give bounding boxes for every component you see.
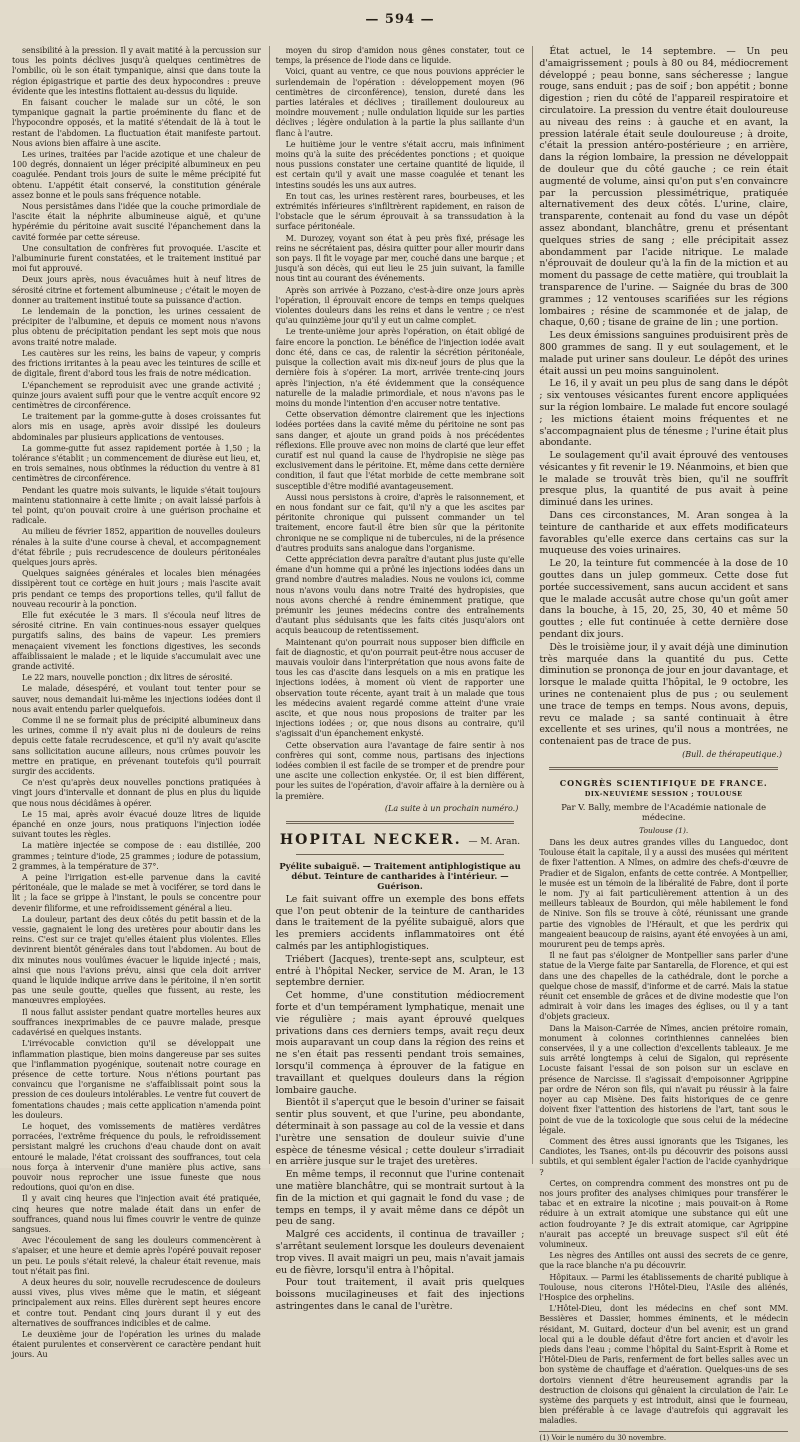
- article-author: Par V. Bally, membre de l'Académie nationale de médecine.: [561, 802, 767, 823]
- case-paragraph: Pour tout traitement, il avait pris quelques boissons mucilagineuses et fait des injections astringentes dans le canal de l'urètre.: [275, 1277, 525, 1312]
- columns: [12, 46, 789, 1442]
- article-paragraph: Il y avait cinq heures que l'injection avait été pratiquée, cinq heures que notre malade était dans un enfer de souffrances, quand nous lui fîmes couvrir le ventre de quinze sangsues.: [12, 1194, 261, 1234]
- page-number: — 594 —: [365, 12, 435, 27]
- article-paragraph: Deux jours après, nous évacuâmes huit à neuf litres de sérosité citrine et fortement albumineuse ; c'était le moyen de donner au traitement institué toute sa puissance d'action.: [12, 275, 261, 305]
- case-paragraph: Malgré ces accidents, il continua de travailler ; s'arrêtant seulement lorsque les douleurs devenaient trop vives. Il avait maigri un peu, mais n'avait jamais eu de fièvre, lorsqu'il entra à l'hôpital.: [275, 1229, 525, 1276]
- article-paragraph: L'épanchement se reproduisit avec une grande activité ; quinze jours avaient suffi pour que le ventre acquît encore 92 centimètres de circonférence.: [12, 380, 261, 410]
- column-2: [269, 46, 525, 1312]
- hospital-heading: [276, 832, 525, 848]
- section-divider: [549, 767, 778, 770]
- case-paragraph: Le fait suivant offre un exemple des bons effets que l'on peut obtenir de la teinture de cantharides dans le traitement de la pyélite subaiguë, alors que les premiers accidents inflammatoires ont été calmés par les antiphlogistiques.: [275, 893, 525, 953]
- article-paragraph: Quelques saignées générales et locales bien ménagées dissipèrent tout ce cortège en huit jours ; mais l'ascite avait pris pendant ce temps des proportions telles, qu'il fallut de nouveau recourir à la ponction.: [12, 569, 261, 609]
- article-paragraph: Dans les deux autres grandes villes du Languedoc, dont Toulouse était la capitale, il y a aussi des musées qui méritent de fixer l'attention. A Nîmes, on admire des chefs-d'œuvre de Pradier et de Sigalon, enfants de cette contrée. A Montpellier, le musée est un témoin de la libéralité de Fabre, dont il porte le nom. J'y ai fait particulièrement attention à un des meilleurs tableaux de Bourdon, qui mêle habilement le fond de Ninive. Son fils se trouve à côté, réunissant une grande partie des vignobles de l'Hérault, et que les perdrix qui mangeaient beaucoup de raisins, ayant été envoyées à un ami, moururent peu de temps après.: [539, 838, 789, 950]
- hospital-title: HOPITAL NECKER.: [279, 831, 462, 848]
- case-title: Pyélite subaiguë. — Traitement antiphlogistique au début. Teinture de cantharides à l'intérieur. — Guérison.: [279, 860, 521, 891]
- article-paragraph: Cette observation aura l'avantage de faire sentir à nos confrères qui sont, comme nous, partisans des injections iodées combien il est facile de se tromper et de prendre pour une ascite une collection enkystée. Or, il est bien différent, pour les suites de l'opération, d'avoir affaire à la dernière ou à la première.: [275, 740, 525, 801]
- section-divider: [286, 821, 515, 824]
- case-paragraph: Dès le troisième jour, il y avait déjà une diminution très marquée dans la quantité du pus. Cette diminution se prononça de jour en jour davantage, et lorsque le malade quitta l'hôpital, le 9 octobre, les urines ne contenaient plus de pus ; ou seulement une trace de temps en temps. Nous avons, depuis, revu ce malade ; sa santé continuait à être excellente et ses urines, qu'il nous a montrées, ne contenaient pas de trace de pus.: [539, 641, 789, 748]
- article-paragraph: sensibilité à la pression. Il y avait matité à la percussion sur tous les points déclives jusqu'à quelques centimètres de l'ombilic, où le son était tympanique, ainsi que dans toute la région épigastrique et partie des deux hypocondres : preuve évidente que les intestins flottaient au-dessus du liquide.: [12, 46, 261, 96]
- article-location: Toulouse (1).: [639, 826, 689, 836]
- case-paragraph: Le soulagement qu'il avait éprouvé des ventouses vésicantes y fit revenir le 19. Néanmoins, et bien que le malade se trouvât très bien, qu'il ne souffrît presque plus, la quantité de pus avait à peine diminué dans les urines.: [539, 450, 789, 509]
- column-3: [532, 46, 789, 1442]
- hospital-doctor: — M. Aran.: [468, 836, 521, 847]
- case-paragraph: Triébert (Jacques), trente-sept ans, sculpteur, est entré à l'hôpital Necker, service de M. Aran, le 13 septembre dernier.: [275, 953, 525, 989]
- article-paragraph: La matière injectée se compose de : eau distillée, 200 grammes ; teinture d'iode, 25 grammes ; iodure de potassium, 2 grammes, à la température de 37°.: [12, 841, 261, 871]
- article-paragraph: La gomme-gutte fut assez rapidement portée à 1,50 ; la tolérance s'établit ; un commencement de diurèse eut lieu, et, en trois semaines, nous obtînmes la réduction du ventre à 81 centimètres de circonférence.: [12, 443, 261, 484]
- article-paragraph: Aussi nous persistons à croire, d'après le raisonnement, et en nous fondant sur ce fait, qu'il n'y a que les ascites par péritonite chronique qui puissent commander un tel traitement, encore faut-il être bien sûr que la péritonite chronique ne se complique ni de tubercules, ni de la présence d'autres produits sans analogue dans l'organisme.: [275, 492, 525, 553]
- continuation-note: (La suite à un prochain numéro.): [384, 803, 519, 813]
- article-paragraph: Cette observation démontre clairement que les injections iodées portées dans la cavité même du péritoine ne sont pas sans danger, et ajoute un grand poids à nos précédentes réflexions. Elle prouve avec non moins de clarté que leur effet curatif est nul quand la cause de l'hydropisie ne siège pas exclusivement dans le péritoine. Et, même dans cette dernière condition, il faut que l'état morbide de cette membrane soit susceptible d'être modifié avantageusement.: [275, 410, 525, 491]
- article-paragraph: A peine l'irrigation est-elle parvenue dans la cavité péritonéale, que le malade se met à vociférer, se tord dans le lit ; la face se grippe à l'instant, le pouls se concentre pour devenir filiforme, et une refroidissement général a lieu.: [12, 873, 261, 913]
- article-paragraph: Dans la Maison-Carrée de Nîmes, ancien prétoire romain, monument à colonnes corinthiennes cannelées bien conservées, il y a une collection d'excellents tableaux. Je me suis arrêté longtemps à celui de Sigalon, qui représente Locuste faisant l'essai de son poison sur un esclave en présence de Narcisse. Il s'agissait d'empoisonner Agrippine par ordre de Néron son fils, qui n'avait pu réussir à la faire noyer au cap Misène. Des faits historiques de ce genre doivent fixer l'attention des historiens de l'art, tant sous le point de vue de la toxicologie que sous celui de la médecine légale.: [539, 1023, 789, 1135]
- footnote: (1) Voir le numéro du 30 novembre.: [539, 1431, 788, 1442]
- article-paragraph: Il nous fallut assister pendant quatre mortelles heures aux souffrances inexprimables de ce pauvre malade, presque cadavérisé en quelques instants.: [12, 1007, 261, 1038]
- case-paragraph: État actuel, le 14 septembre. — Un peu d'amaigrissement ; pouls à 80 ou 84, médiocrement développé ; peau bonne, sans sécheresse ; langue rouge, sans enduit ; pas de soif ; bon appétit ; bonne digestion ; rien du côté de l'appareil respiratoire et circulatoire. La pression du ventre était douloureuse au niveau des reins : à gauche et en avant, la pression latérale était seule douloureuse ; à droite, c'était la pression antéro-postérieure ; en arrière, dans la région lombaire, la pression ne développait de douleur que du côté gauche ; ce rein était augmenté de volume, ainsi qu'on put s'en convaincre par la percussion plessimétrique, pratiquée alternativement des deux côtés. L'urine, claire, transparente, contenait au fond du vase un dépôt assez abondant, blanchâtre, grenu et présentant quelques stries de sang ; elle précipitait assez abondamment par l'acide nitrique. Le malade n'éprouvait de douleur qu'à la fin de la miction et au moment du passage de cette matière, qui troublait la transparence de l'urine. — Saignée du bras de 300 grammes ; 12 ventouses scarifiées sur les régions lombaires ; résine de scammonée et de jalap, de chaque, 0,60 ; tisane de graine de lin ; une portion.: [539, 46, 789, 329]
- article-paragraph: Avec l'écoulement de sang les douleurs commencèrent à s'apaiser, et une heure et demie après l'opéré pouvait reposer un peu. Le pouls s'était relevé, la chaleur était revenue, mais tout n'était pas fini.: [12, 1236, 261, 1276]
- article-paragraph: En faisant coucher le malade sur un côté, le son tympanique gagnait la partie proéminente du flanc et de l'hypocondre opposés, et la matité s'étendait de là à tout le restant de l'abdomen. La fluctuation était manifeste partout. Nous avions bien affaire à une ascite.: [12, 98, 261, 148]
- congress-session: DIX-NEUVIÈME SESSION ; TOULOUSE: [584, 790, 743, 799]
- case-paragraph: En même temps, il reconnut que l'urine contenait une matière blanchâtre, qui se montrait surtout à la fin de la miction et qui gagnait le fond du vase ; de temps en temps, il y avait même dans ce dépôt un peu de sang.: [275, 1169, 525, 1228]
- case-paragraph: Le 20, la teinture fut commencée à la dose de 10 gouttes dans un julep gommeux. Cette dose fut portée successivement, sans aucun accident et sans que le malade accusât autre chose qu'un goût amer dans la bouche, à 15, 20, 25, 30, 40 et même 50 gouttes ; elle fut continuée à cette dernière dose pendant dix jours.: [539, 558, 789, 641]
- article-paragraph: moyen du sirop d'amidon nous gênes constater, tout ce temps, la présence de l'iode dans ce liquide.: [275, 46, 525, 66]
- article-paragraph: La douleur, partant des deux côtés du petit bassin et de la vessie, gagnaient le long des uretères pour aboutir dans les reins. C'est sur ce trajet qu'elles étaient plus violentes. Elles devinrent bientôt générales dans tout l'abdomen. Au bout de dix minutes nous voulûmes évacuer le liquide injecté ; mais, ainsi que nous l'avions prévu, ainsi que cela doit arriver quand le liquide indique arrive dans le péritoine, il n'en sortit pas une seule goutte, quelles que fussent, au reste, les manœuvres employées.: [12, 914, 261, 1006]
- article-paragraph: Les urines, traitées par l'acide azotique et une chaleur de 100 degrés, donnaient un léger précipité albumineux en peu coagulée. Pendant trois jours de suite le même précipité fut obtenu. L'appétit était conservé, la constitution générale assez bonne et le pouls sans fréquence notable.: [12, 150, 261, 200]
- heading-rule: [296, 854, 505, 855]
- article-paragraph: Maintenant qu'on pourrait nous supposer bien difficile en fait de diagnostic, et qu'on pourrait peut-être nous accuser de mauvais vouloir dans l'interprétation que nous avons faite de tous les cas d'ascite dans lesquels on a mis en pratique les injections iodées, à moment où vient de rapporter une observation toute récente, ayant trait à un malade que tous les médecins avaient regardé comme atteint d'une vraie ascite, et que nous nous proposions de traiter par les injections iodées ; or, que nous disons au contraire, qu'il s'agissait d'un épanchement enkysté.: [275, 637, 525, 739]
- article-paragraph: Voici, quant au ventre, ce que nous pouvions apprécier le surlendemain de l'opération : développement moyen (96 centimètres de circonférence), tension, dureté dans les parties latérales et déclives ; tiraillement douloureux au moindre mouvement ; nulle ondulation liquide sur les parties déclives ; légère ondulation à la partie la plus saillante d'un flanc à l'autre.: [275, 67, 525, 138]
- article-paragraph: Comme il ne se formait plus de précipité albumineux dans les urines, comme il n'y avait plus ni de douleurs de reins depuis cette fatale recrudescence, et qu'il n'y avait qu'ascite sans sollicitation aucune ailleurs, nous crûmes pouvoir les mettre en pratique, en prévenant toutefois qu'il pourrait surgir des accidents.: [12, 716, 261, 777]
- case-paragraph: Cet homme, d'une constitution médiocrement forte et d'un tempérament lymphatique, menait une vie régulière ; mais ayant éprouvé quelques privations dans ces derniers temps, avait reçu deux mois auparavant un coup dans la région des reins et ne s'en était pas ressenti pendant trois semaines, lorsqu'il commença à éprouver de la fatigue en travaillant et quelques douleurs dans la région lombaire gauche.: [275, 990, 525, 1096]
- article-paragraph: Le trente-unième jour après l'opération, on était obligé de faire encore la ponction. Le bénéfice de l'injection iodée avait donc été, dans ce cas, de ralentir la sécrétion péritonéale, puisque la collection avait mis dix-neuf jours de plus que la dernière fois à s'opérer. La mort, arrivée trente-cinq jours après l'injection, n'a été évidemment que la conséquence naturelle de la maladie primordiale, et nous n'avons pas le moins du monde l'intention d'en accuser notre tentative.: [275, 327, 525, 408]
- article-paragraph: Le 22 mars, nouvelle ponction ; dix litres de sérosité.: [22, 673, 233, 683]
- article-paragraph: Après son arrivée à Pozzano, c'est-à-dire onze jours après l'opération, il éprouvait encore de temps en temps quelques violentes douleurs dans les reins et dans le ventre ; ce n'est qu'au quinzième jour qu'il y eut un calme complet.: [275, 285, 525, 326]
- article-paragraph: L'irrévocable conviction qu'il se développait une inflammation plastique, bien moins dangereuse par ses suites que l'inflammation pyogénique, soutenait notre courage en présence de cette torture. Nous n'étions pourtant pas convaincu que l'organisme ne s'affaiblissait point sous la pression de ces douleurs intolérables. Le ventre fut couvert de fomentations chaudes ; mais cette application n'amenda point les douleurs.: [12, 1039, 261, 1120]
- article-paragraph: Les cautères sur les reins, les bains de vapeur, y compris des frictions irritantes à la peau avec les teintures de scille et de digitale, firent d'abord tous les frais de notre médication.: [12, 348, 261, 379]
- source-citation: (Bull. de thérapeutique.): [682, 750, 783, 760]
- article-paragraph: Une consultation de confrères fut provoquée. L'ascite et l'albuminurie furent constatées, et le traitement institué par moi fut approuvé.: [12, 243, 261, 274]
- article-paragraph: Le 15 mai, après avoir évacué douze litres de liquide épanché en onze jours, nous pratiquons l'injection iodée suivant toutes les règles.: [12, 809, 261, 840]
- article-paragraph: Nous persistâmes dans l'idée que la couche primordiale de l'ascite était la néphrite albumineuse aiguë, et qu'une hypérémie du péritoine avait suscité l'épanchement dans la cavité formée par cette séreuse.: [12, 202, 261, 242]
- article-paragraph: L'Hôtel-Dieu, dont les médecins en chef sont MM. Bessières et Dassier, hommes éminents, et le médecin résidant, M. Guitard, docteur d'un bel avenir, est un grand local qui a le double défaut d'être fort ancien et d'avoir les pieds dans l'eau ; comme l'hôpital du Saint-Esprit à Rome et l'Hôtel-Dieu de Paris, renferment de fort belles salles avec un bon système de chauffage et d'aération. Quelques-uns de ses dortoirs viennent d'être heureusement agrandis par la destruction de cloisons qui gênaient la circulation de l'air. Le système des parquets y est introduit, ainsi que le fourneau, bien préférable à ce lavage d'autrefois qui aggravait les maladies.: [539, 1304, 789, 1426]
- article-paragraph: Le malade, désespéré, et voulant tout tenter pour se sauver, nous demandait lui-même les injections iodées dont il nous avait entendu parler quelquefois.: [12, 684, 261, 714]
- article-paragraph: M. Durozey, voyant son état à peu près fixé, présage les reins ne sécrétaient pas, désira quitter pour aller mourir dans son pays. Il fit le voyage par mer, couché dans une barque ; et jusqu'à son décès, qui eut lieu le 25 juin suivant, la famille nous tint au courant des événements.: [275, 233, 525, 284]
- article-paragraph: Le traitement par la gomme-gutte à doses croissantes fut alors mis en usage, après avoir dissipé les douleurs abdominales par plusieurs applications de ventouses.: [12, 412, 261, 442]
- case-paragraph: Bientôt il s'aperçut que le besoin d'uriner se faisait sentir plus souvent, et que l'urine, peu abondante, déterminait à son passage au col de la vessie et dans l'urètre une sensation de douleur suivie d'une espèce de ténesme vésical ; cette douleur s'irradiait en arrière jusque sur le trajet des uretères.: [275, 1097, 525, 1168]
- case-paragraph: Dans ces circonstances, M. Aran songea à la teinture de cantharide et aux effets modificateurs favorables qu'elle exerce dans certains cas sur la muqueuse des voies urinaires.: [539, 510, 789, 557]
- article-paragraph: En tout cas, les urines restèrent rares, bourbeuses, et les extrémités inférieures s'infiltrèrent rapidement, en raison de l'obstacle que le sérum éprouvait à sa transsudation à la surface péritonéale.: [275, 191, 525, 232]
- article-paragraph: Le hoquet, des vomissements de matières verdâtres porracées, l'extrême fréquence du pouls, le refroidissement persistant malgré les cruchons d'eau chaude dont on avait entouré le malade, l'état croissant des souffrances, tout cela nous força à intervenir d'une manière plus active, sans pouvoir nous reprocher une issue funeste que nous redoutions, quoi qu'on en dise.: [12, 1121, 261, 1193]
- article-paragraph: Pendant les quatre mois suivants, le liquide s'était toujours maintenu stationnaire à cette limite ; on avait laissé parfois à tel point, qu'on pouvait croire à une guérison prochaine et radicale.: [12, 485, 261, 526]
- article-paragraph: Elle fut exécutée le 3 mars. Il s'écoula neuf litres de sérosité citrine. En vain continues-nous essayer quelques purgatifs salins, des bains de vapeur. Les premiers menaçaient vivement les fonctions digestives, les seconds affaiblissaient le malade ; et le liquide s'accumulait avec une grande activité.: [12, 610, 261, 671]
- column-1: [12, 46, 261, 1360]
- article-paragraph: Certes, on comprendra comment des monstres ont pu de nos jours profiter des analyses chimiques pour transférer le tabac et en extraire la nicotine ; mais pouvait-on à Rome réduire à un extrait atomique une substance qui eût une action foudroyante ? Je dis extrait atomique, car Agrippine n'aurait pas accepté un breuvage suspect s'il eût été volumineux.: [539, 1178, 789, 1249]
- article-paragraph: Le deuxième jour de l'opération les urines du malade étaient purulentes et conservèrent ce caractère pendant huit jours. Au: [12, 1329, 261, 1360]
- case-paragraph: Les deux émissions sanguines produisirent près de 800 grammes de sang. Il y eut soulagement, et le malade put uriner sans douleur. Le dépôt des urines était aussi un peu moins sanguinolent.: [539, 330, 789, 377]
- case-paragraph: Le 16, il y avait un peu plus de sang dans le dépôt ; six ventouses vésicantes furent encore appliquées sur la région lombaire. Le malade fut encore soulagé ; les mictions étaient moins fréquentes et ne s'accompagnaient plus de ténesme ; l'urine était plus abondante.: [539, 378, 789, 449]
- article-paragraph: Le huitième jour le ventre s'était accru, mais infiniment moins qu'à la suite des précédentes ponctions ; et quoique nous pussions constater une certaine quantité de liquide, il est certain qu'il y avait une masse coagulée et tenant les intestins soudés les uns aux autres.: [275, 139, 525, 190]
- article-paragraph: Ce n'est qu'après deux nouvelles ponctions pratiquées à vingt jours d'intervalle et donnant de plus en plus du liquide que nous nous décidâmes à opérer.: [12, 778, 261, 808]
- article-paragraph: Hôpitaux. — Parmi les établissements de charité publique à Toulouse, nous citerons l'Hôtel-Dieu, l'Asile des aliénés, l'Hospice des orphelins.: [539, 1272, 789, 1302]
- article-paragraph: Au milieu de février 1852, apparition de nouvelles douleurs rénales à la suite d'une course à cheval, et accompagnement d'état fébrile ; puis recrudescence de douleurs péritonéales quelques jours après.: [12, 527, 261, 567]
- article-paragraph: Il ne faut pas s'éloigner de Montpellier sans parler d'une statue de la Vierge faite par Santarella, de Florence, et qui est dans une des chapelles de la cathédrale, dont le porche a quelque chose de massif, d'informe et de carré. Mais la statue réunit cet ensemble de grâces et de divine modestie que l'on admirait à voir dans les images des églises, ou il y a tant d'objets gracieux.: [539, 951, 789, 1022]
- congress-title: CONGRÈS SCIENTIFIQUE DE FRANCE.: [559, 778, 768, 789]
- article-paragraph: A deux heures du soir, nouvelle recrudescence de douleurs aussi vives, plus vives même que le matin, et siégeant principalement aux reins. Elles durèrent sept heures encore et contre tout. Pendant cinq jours durant il y eut des alternatives de souffrances indicibles et de calme.: [12, 1277, 261, 1328]
- article-paragraph: Le lendemain de la ponction, les urines cessaient de précipiter de l'albumine, et depuis ce moment nous n'avons plus obtenu de précipitation pendant les sept mois que nous avons traité notre malade.: [12, 307, 261, 347]
- article-paragraph: Comment des êtres aussi ignorants que les Tsiganes, les Candiotes, les Tsanes, ont-ils pu découvrir des poisons aussi subtils, et qui semblent égaler l'action de l'acide cyanhydrique ?: [539, 1136, 789, 1177]
- article-paragraph: Les nègres des Antilles ont aussi des secrets de ce genre, que la race blanche n'a pu découvrir.: [539, 1251, 789, 1271]
- article-paragraph: Cette appréciation devra paraître d'autant plus juste qu'elle émane d'un homme qui a prôné les injections iodées dans un grand nombre d'autres maladies. Nous ne voulons ici, comme nous n'avons voulu dans notre Traité des hydropisies, que nous avons cherché à rendre éminemment pratique, que prémunir les jeunes médecins contre des entraînements d'autant plus séduisants que les faits cités jusqu'alors ont acquis beaucoup de retentissement.: [275, 554, 525, 636]
